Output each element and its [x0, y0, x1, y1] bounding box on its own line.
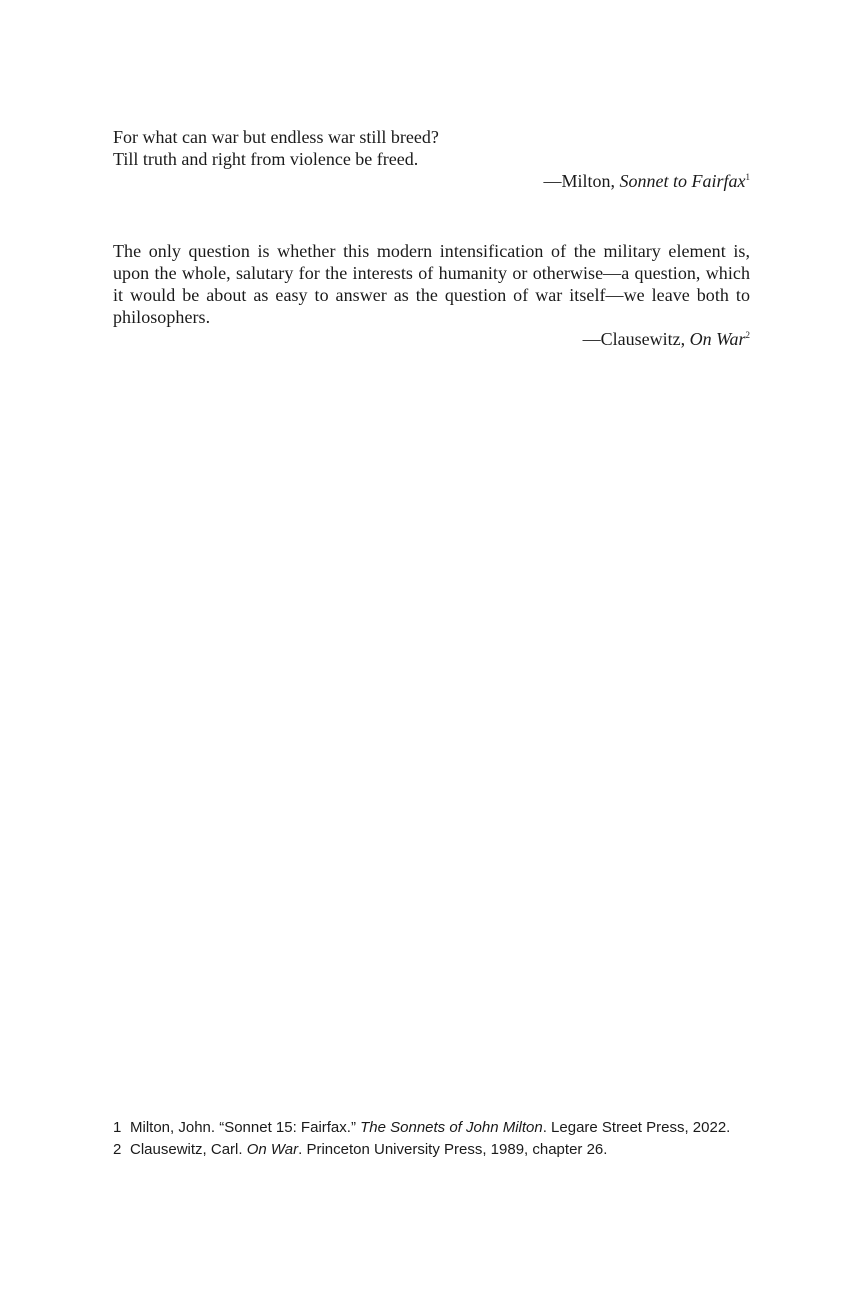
- footnote-text-before: Milton, John. “Sonnet 15: Fairfax.”: [130, 1119, 361, 1136]
- clausewitz-attribution: [113, 328, 750, 350]
- attribution-title: On War: [689, 329, 746, 349]
- milton-attribution: [113, 170, 750, 192]
- footnote-text-after: . Princeton University Press, 1989, chapter 26.: [298, 1141, 608, 1158]
- footnote-title: The Sonnets of John Milton: [360, 1119, 543, 1136]
- verse-line-1: For what can war but endless war still breed?: [113, 127, 439, 147]
- footnotes: [113, 1117, 763, 1161]
- footnote-number: 1: [113, 1119, 122, 1136]
- footnote-2: [113, 1139, 763, 1161]
- footnote-ref-1[interactable]: 1: [745, 172, 750, 182]
- attribution-prefix: —Milton,: [543, 171, 620, 191]
- epigraph-verse: [113, 126, 750, 192]
- clausewitz-quote: The only question is whether this modern intensification of the military element is, upon the whole, salutary for the interests of humanity or otherwise—a question, which it would be about as easy to answer as the question of war itself—we leave both to philosophers.: [113, 241, 750, 327]
- footnote-number: 2: [113, 1141, 122, 1158]
- footnote-title: On War: [246, 1141, 299, 1158]
- attribution-prefix: —Clausewitz,: [582, 329, 690, 349]
- footnote-ref-2[interactable]: 2: [745, 330, 750, 340]
- attribution-title: Sonnet to Fairfax: [619, 171, 746, 191]
- verse-line-2: Till truth and right from violence be freed.: [113, 149, 419, 169]
- epigraph-prose: [113, 240, 750, 350]
- footnote-1: [113, 1117, 763, 1139]
- footnote-text-before: Clausewitz, Carl.: [130, 1141, 247, 1158]
- footnote-text-after: . Legare Street Press, 2022.: [542, 1119, 731, 1136]
